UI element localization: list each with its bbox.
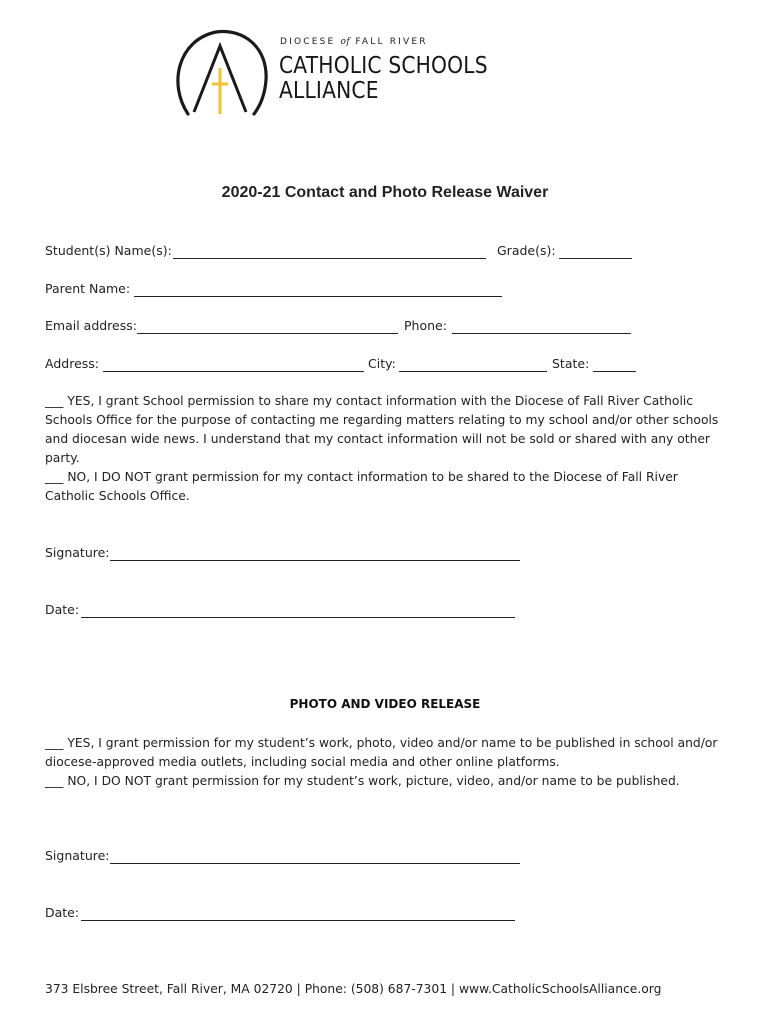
logo-catholic-schools-text: CATHOLIC SCHOOLS — [279, 53, 488, 79]
city-label: City: — [368, 356, 396, 371]
a-arch-cross-icon — [174, 28, 274, 120]
address-label: Address: — [45, 356, 99, 371]
grades-field[interactable] — [559, 258, 632, 259]
footer-contact-info: 373 Elsbree Street, Fall River, MA 02720 | Phone: (508) 687-7301 | www.CatholicSchoolsAlliance.org — [45, 982, 662, 996]
grades-label: Grade(s): — [497, 243, 556, 258]
logo-alliance-text: ALLIANCE — [279, 78, 379, 104]
students-name-label: Student(s) Name(s): — [45, 243, 172, 258]
city-field[interactable] — [399, 371, 547, 372]
phone-label: Phone: — [404, 318, 447, 333]
contact-signature-field[interactable] — [110, 560, 520, 561]
photo-consent-text — [45, 734, 725, 791]
photo-date-field[interactable] — [81, 920, 515, 921]
catholic-schools-alliance-logo — [174, 28, 514, 120]
photo-consent-yes[interactable]: ___ YES, I grant permission for my student’s work, photo, video and/or name to be published in school and/or diocese-approved media outlets, including social media and other online platforms. — [45, 736, 718, 769]
contact-consent-yes[interactable]: ___ YES, I grant School permission to share my contact information with the Diocese of Fall River Catholic Schools Office for the purpose of contacting me regarding matters relating to my school and/or other schools and diocesan wide news. I understand that my contact information will not be sold or shared with any other party. — [45, 394, 719, 465]
contact-date-field[interactable] — [81, 617, 515, 618]
contact-consent-no[interactable]: ___ NO, I DO NOT grant permission for my contact information to be shared to the Diocese of Fall River Catholic Schools Office. — [45, 470, 678, 503]
photo-video-release-heading: PHOTO AND VIDEO RELEASE — [289, 697, 481, 711]
parent-name-label: Parent Name: — [45, 281, 131, 296]
email-label: Email address: — [45, 318, 137, 333]
contact-consent-text — [45, 392, 725, 506]
logo-diocese-line: DIOCESE of FALL RIVER — [280, 37, 428, 47]
photo-date-label: Date: — [45, 905, 80, 920]
address-field[interactable] — [103, 371, 364, 372]
parent-name-field[interactable] — [134, 296, 502, 297]
contact-signature-label: Signature: — [45, 545, 110, 560]
photo-signature-field[interactable] — [110, 863, 520, 864]
photo-signature-label: Signature: — [45, 848, 110, 863]
state-label: State: — [552, 356, 590, 371]
phone-field[interactable] — [452, 333, 631, 334]
photo-consent-no[interactable]: ___ NO, I DO NOT grant permission for my student’s work, picture, video, and/or name to be published. — [45, 774, 680, 788]
form-title: 2020-21 Contact and Photo Release Waiver — [221, 184, 549, 201]
contact-date-label: Date: — [45, 602, 80, 617]
state-field[interactable] — [593, 371, 636, 372]
email-field[interactable] — [137, 333, 398, 334]
students-name-field[interactable] — [173, 258, 486, 259]
